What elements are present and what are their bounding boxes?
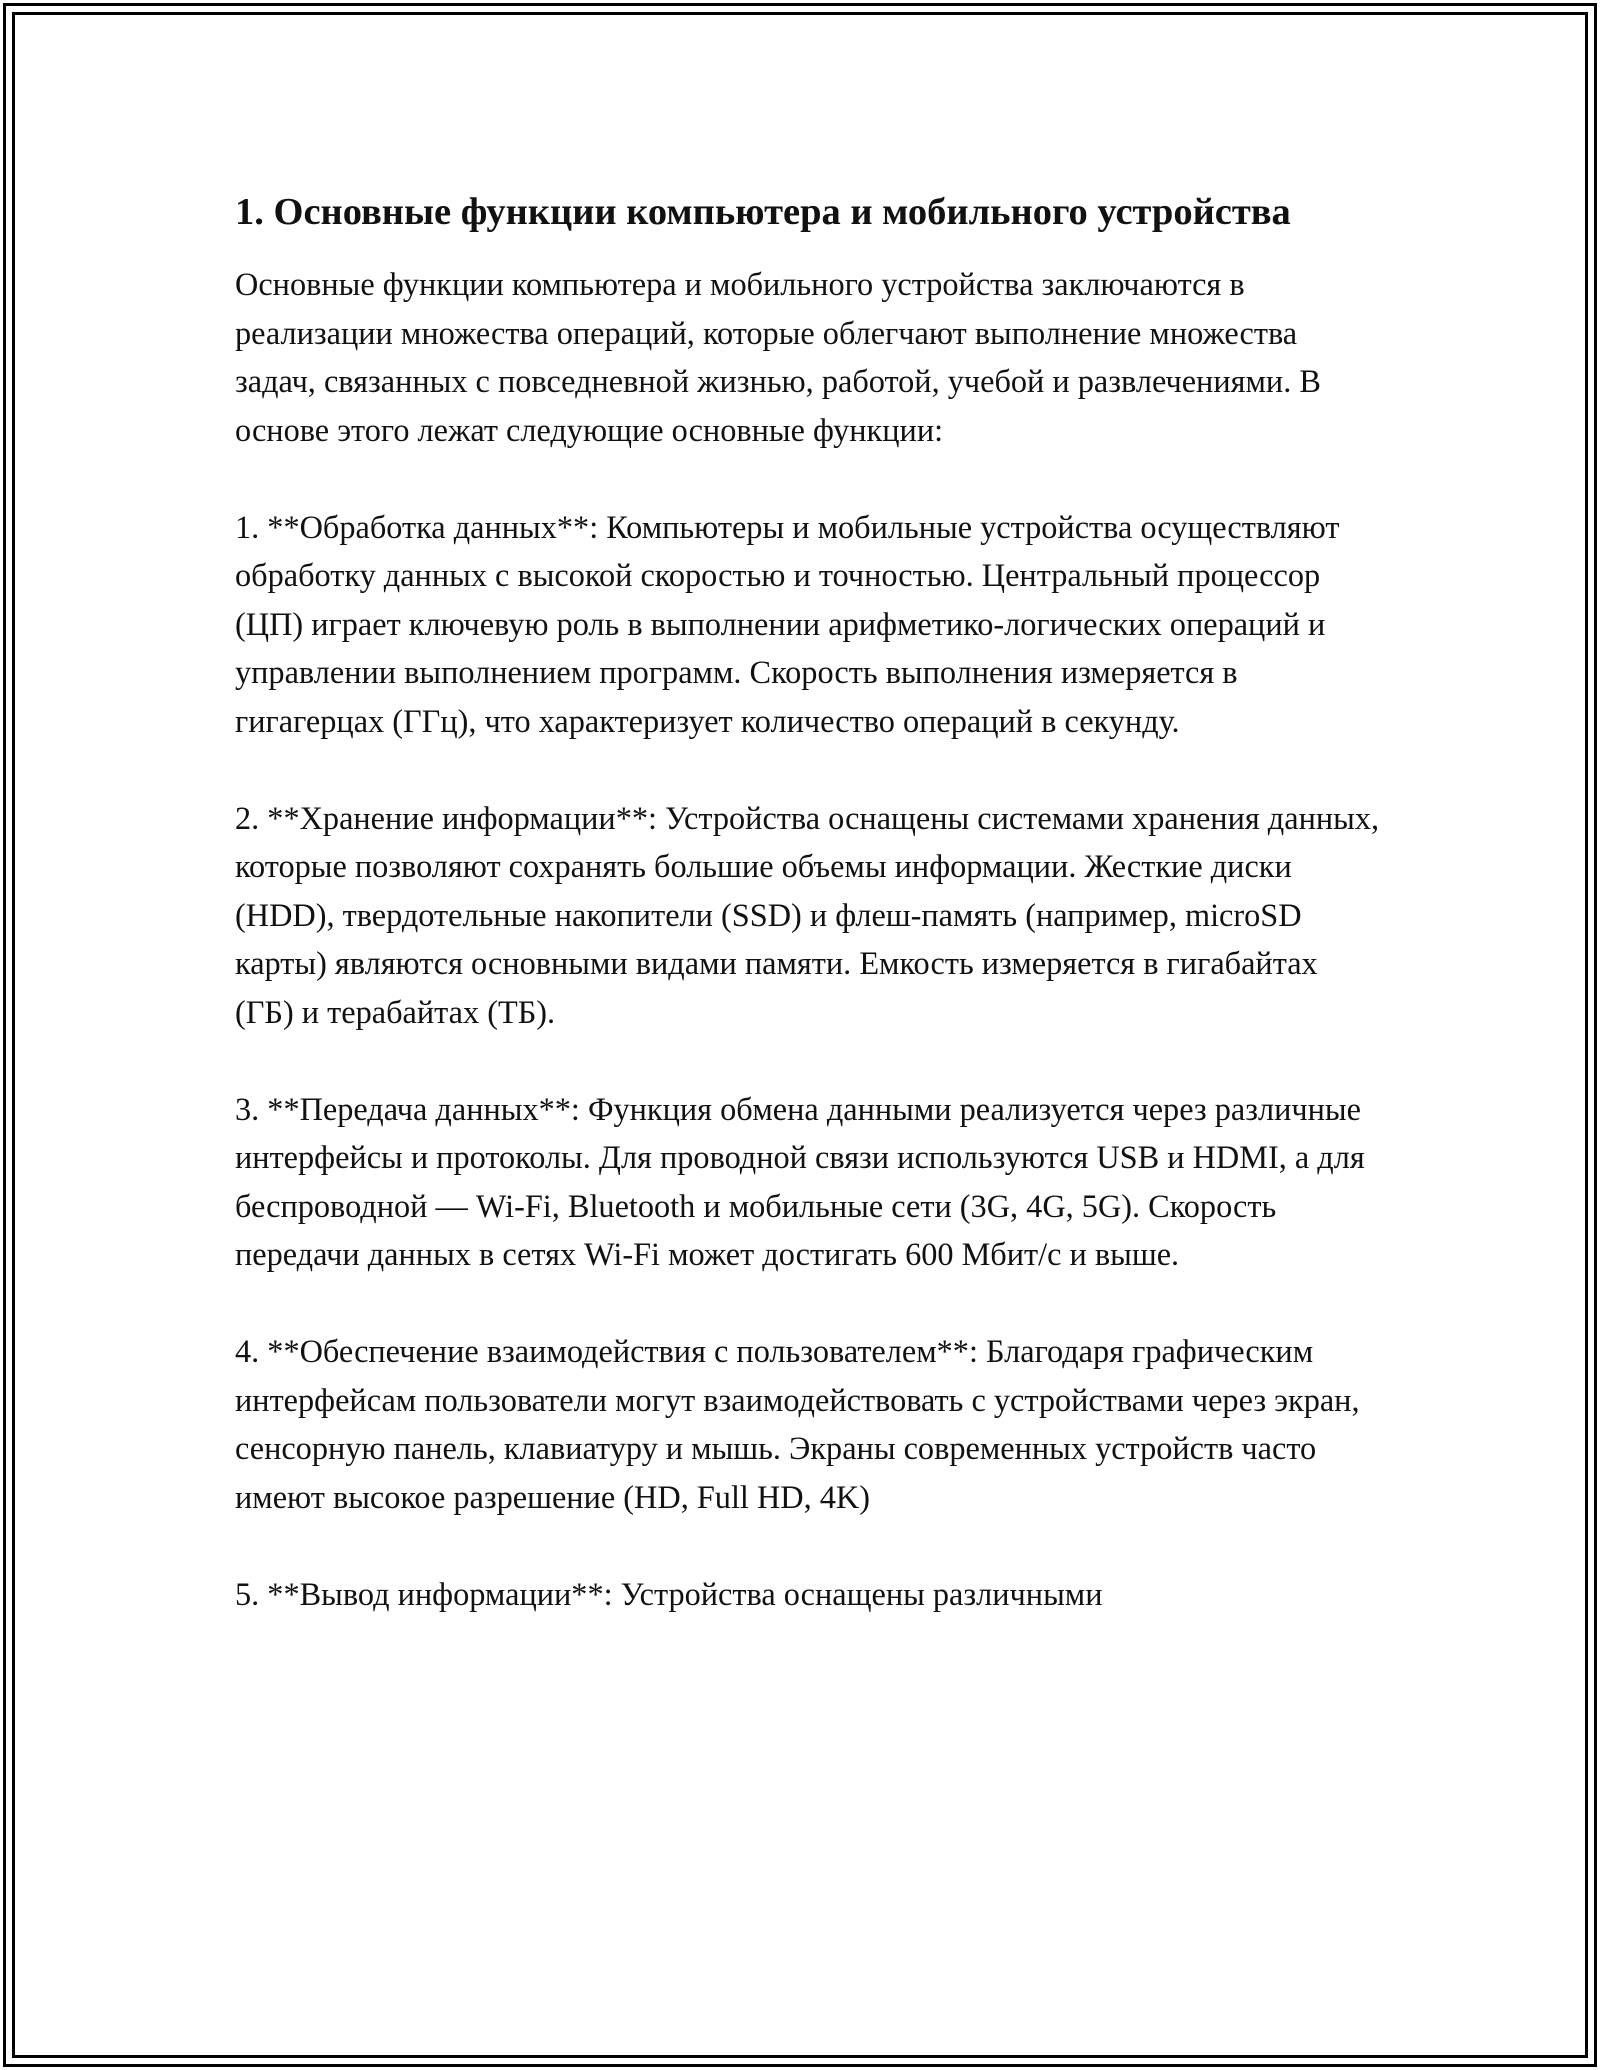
list-item-information-output: 5. **Вывод информации**: Устройства оснащены различными — [235, 1575, 1103, 1612]
list-item-user-interaction: 4. **Обеспечение взаимодействия с пользователем**: Благодаря графическим интерфейсам пользователи могут взаимодействовать с устройствами через экран, сенсорную панель, клавиатуру и мышь. Экраны современных устройств часто имеют высокое разрешение (HD, Full HD, 4K) — [235, 1333, 1360, 1515]
list-item-information-storage: 2. **Хранение информации**: Устройства оснащены системами хранения данных, которые позволяют сохранять большие объемы информации. Жесткие диски (HDD), твердотельные накопители (SSD) и флеш-память (например, microSD карты) являются основными видами памяти. Емкость измеряется в гигабайтах (ГБ) и терабайтах (ТБ). — [235, 799, 1380, 1030]
list-item-data-processing: 1. **Обработка данных**: Компьютеры и мобильные устройства осуществляют обработку данных с высокой скоростью и точностью. Центральный процессор (ЦП) играет ключевую роль в выполнении арифметико-логических операций и управлении выполнением программ. Скорость выполнения измеряется в гигагерцах (ГГц), что характеризует количество операций в секунду. — [235, 508, 1340, 739]
intro-paragraph: Основные функции компьютера и мобильного устройства заключаются в реализации множества операций, которые облегчают выполнение множества задач, связанных с повседневной жизнью, работой, учебой и развлечениями. В основе этого лежат следующие основные функции: — [235, 266, 1321, 448]
document-title: 1. Основные функции компьютера и мобильного устройства — [235, 191, 1291, 233]
document-body — [235, 185, 1380, 1618]
list-item-data-transfer: 3. **Передача данных**: Функция обмена данными реализуется через различные интерфейсы и протоколы. Для проводной связи используются USB и HDMI, а для беспроводной — Wi-Fi, Bluetooth и мобильные сети (3G, 4G, 5G). Скорость передачи данных в сетях Wi-Fi может достигать 600 Мбит/с и выше. — [235, 1090, 1365, 1272]
